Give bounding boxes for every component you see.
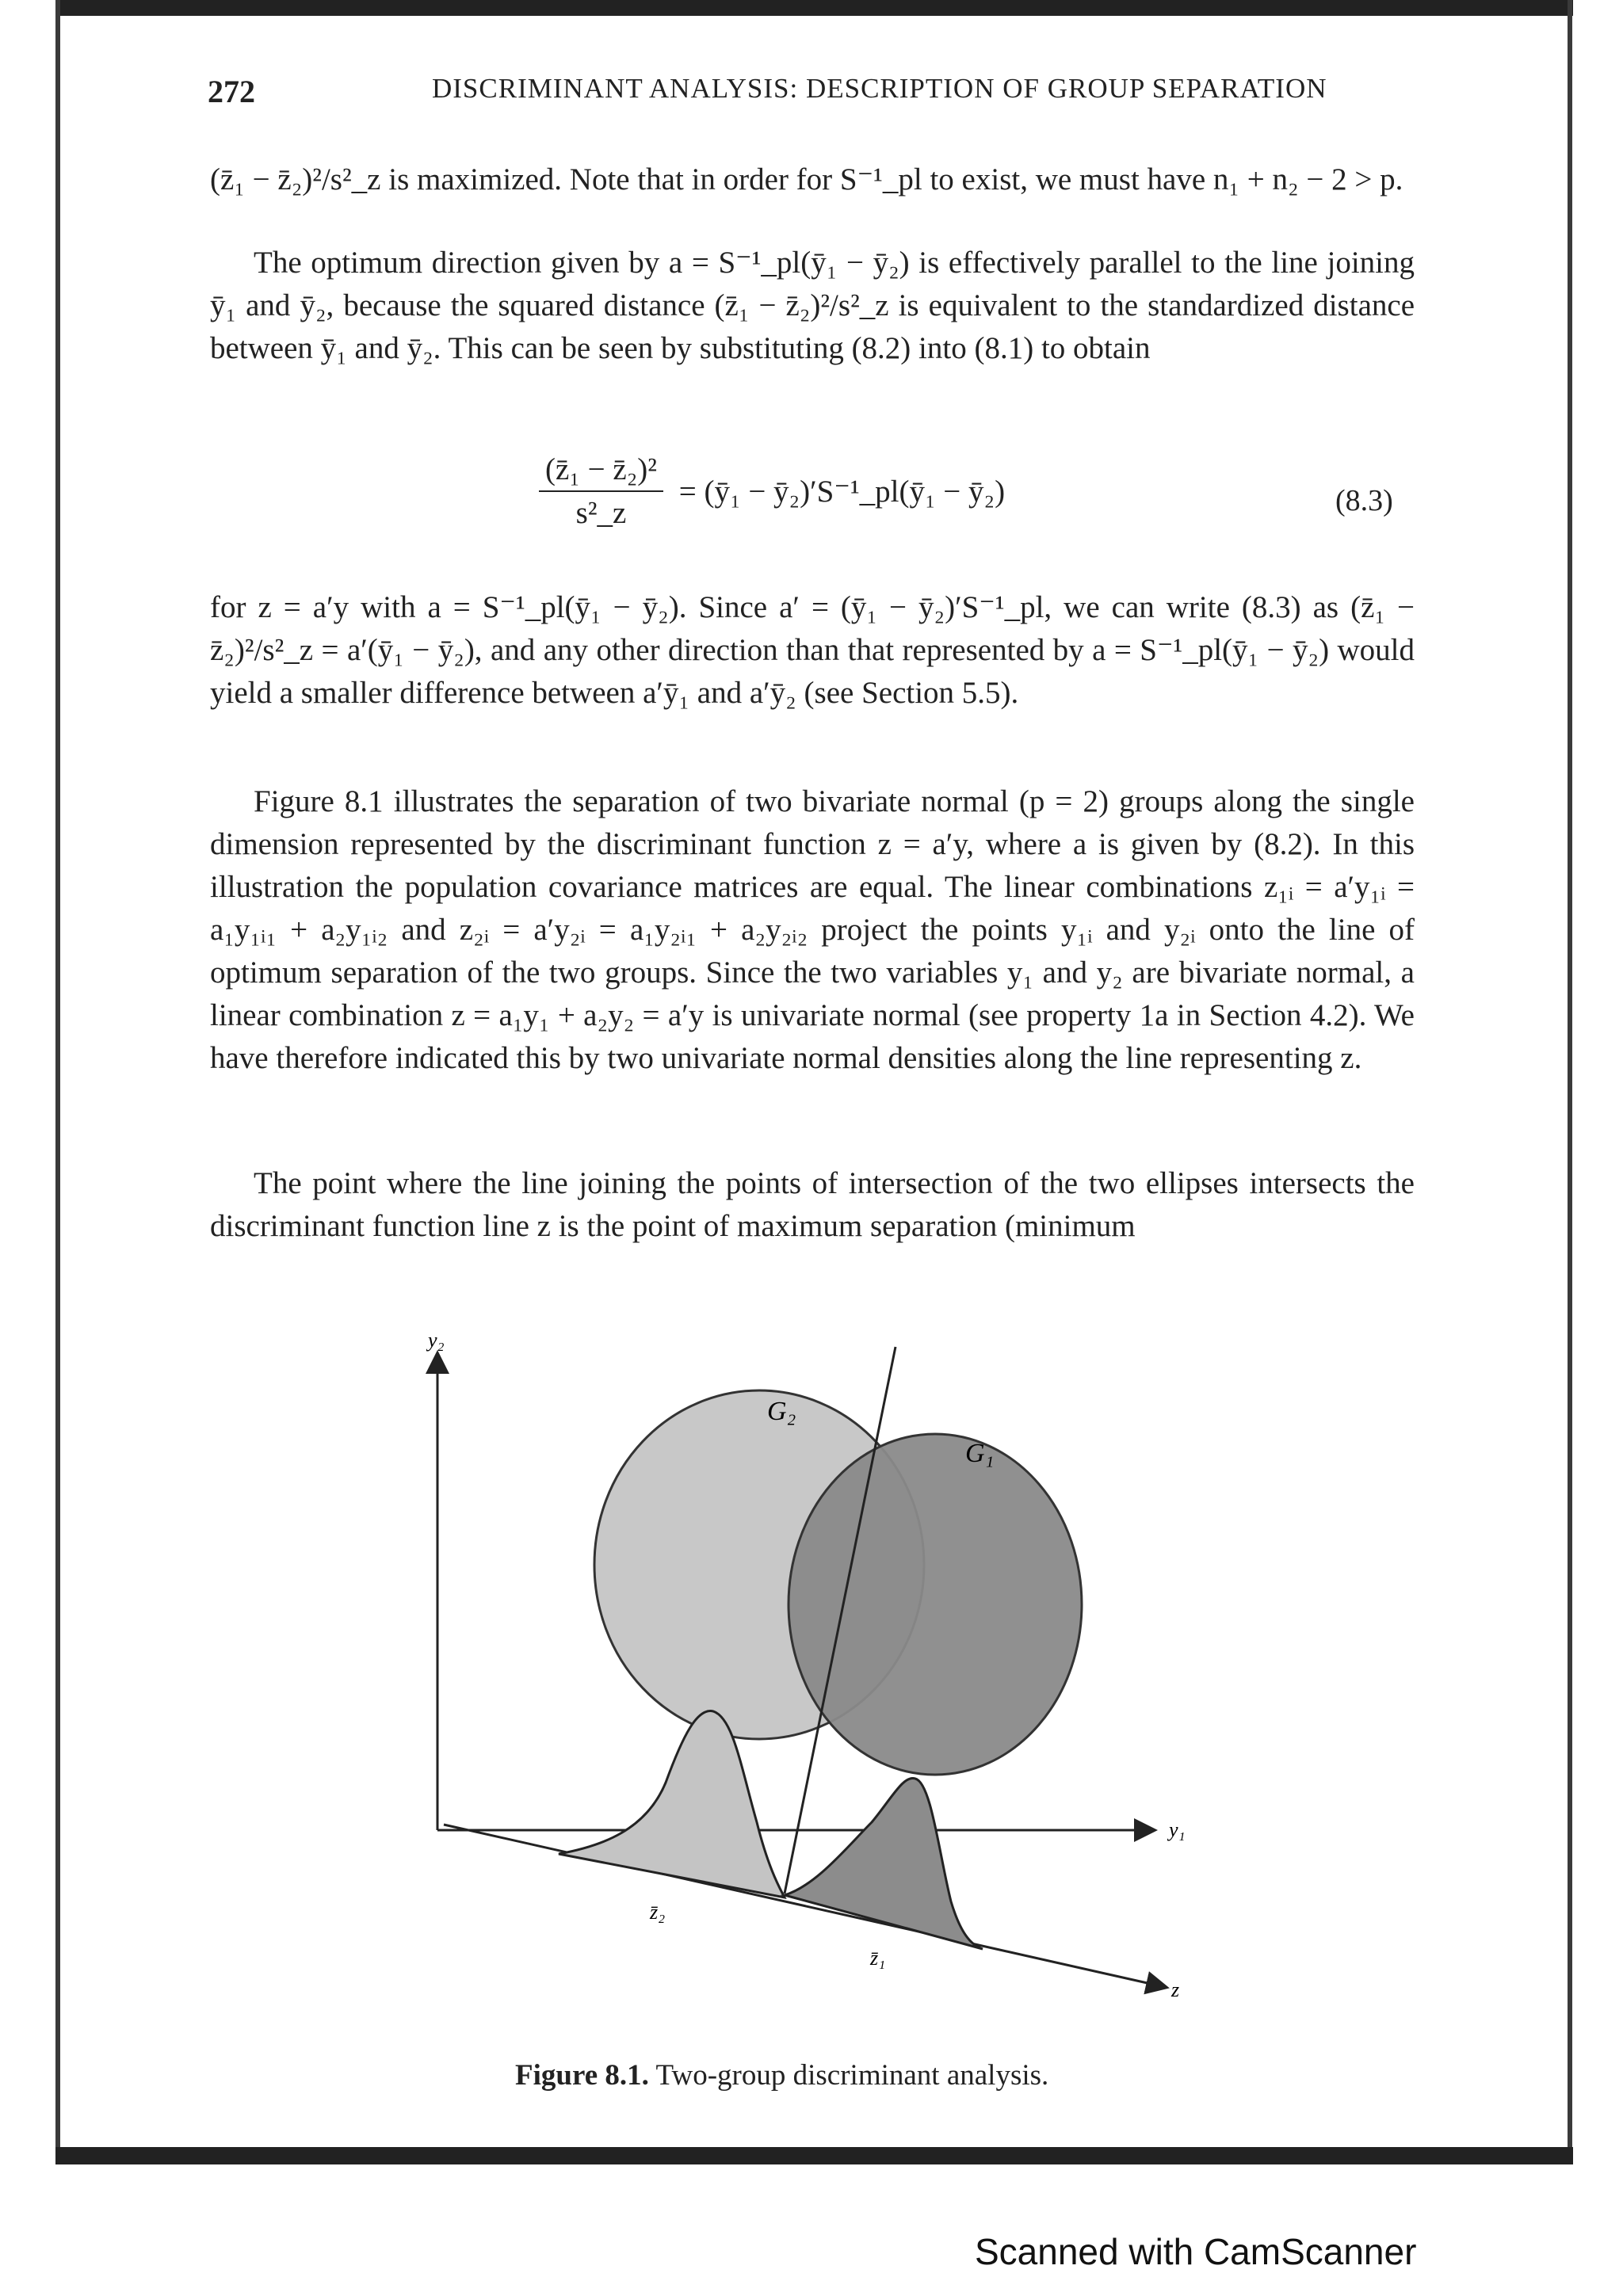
figure-caption-text: Two-group discriminant analysis. <box>655 2059 1049 2092</box>
paragraph-5: The point where the line joining the points of intersection of the two ellipses intersects the discriminant function line z is the point of maximum separation (minimum <box>210 1166 1415 1243</box>
paragraph-4: Figure 8.1 illustrates the separation of two bivariate normal (p = 2) groups along the single dimension represented by the discriminant function z = a′y, where a is given by (8.2). In this illustration the population covariance matrices are equal. The linear combinations z₁ᵢ = a′y₁ᵢ = a₁y₁ᵢ₁ + a₂y₁ᵢ₂ and z₂ᵢ = a′y₂ᵢ = a₁y₂ᵢ₁ + a₂y₂ᵢ₂ project the points y₁ᵢ and y₂ᵢ onto the line of optimum separation of the two groups. Since the two variables y₁ and y₂ are bivariate normal, a linear combination z = a₁y₁ + a₂y₂ = a′y is univariate normal (see property 1a in Section 4.2). We have therefore indicated this by two univariate normal densities along the line representing z. <box>210 784 1415 1075</box>
paragraph-1: (z̄₁ − z̄₂)²/s²_z is maximized. Note that in order for S⁻¹_pl to exist, we must have n₁ + n₂ − 2 > p. <box>210 162 1403 196</box>
camscanner-watermark: Scanned with CamScanner <box>975 2231 1417 2272</box>
label-G2: G₂ <box>767 1397 796 1426</box>
paragraph-2: The optimum direction given by a = S⁻¹_pl(ȳ₁ − ȳ₂) is effectively parallel to the line joining ȳ₁ and ȳ₂, because the squared distance (z̄₁ − z̄₂)²/s²_z is equivalent to the standardized distance between ȳ₁ and ȳ₂. This can be seen by substituting (8.2) into (8.1) to obtain <box>210 246 1415 365</box>
label-y1-axis: y₁ <box>1169 1818 1186 1841</box>
equation-number: (8.3) <box>1335 484 1393 517</box>
running-head: DISCRIMINANT ANALYSIS: DESCRIPTION OF GROUP SEPARATION <box>432 73 1327 104</box>
figure-caption-prefix: Figure 8.1. <box>515 2059 649 2092</box>
label-z1: z̄₁ <box>870 1947 886 1970</box>
paragraph-3: for z = a′y with a = S⁻¹_pl(ȳ₁ − ȳ₂). Since a′ = (ȳ₁ − ȳ₂)′S⁻¹_pl, we can write (8.3) as (z̄₁ − z̄₂)²/s²_z = a′(ȳ₁ − ȳ₂), and any other direction than that represented by a = S⁻¹_pl(ȳ₁ − ȳ₂) would yield a smaller difference between a′ȳ₁ and a′ȳ₂ (see Section 5.5). <box>210 590 1415 710</box>
z-axis <box>444 1825 1165 1987</box>
label-z-axis: z <box>1171 1978 1180 2001</box>
label-G1: G₁ <box>965 1439 995 1468</box>
page-number: 272 <box>208 74 255 109</box>
equation-rhs: = (ȳ₁ − ȳ₂)′S⁻¹_pl(ȳ₁ − ȳ₂) <box>678 474 1006 509</box>
label-y2-axis: y₂ <box>428 1329 445 1352</box>
equation-numerator: (z̄₁ − z̄₂)² <box>545 452 657 486</box>
label-z2: z̄₂ <box>650 1901 666 1924</box>
figure-caption <box>515 2058 1048 2092</box>
ellipse-G1 <box>789 1434 1082 1775</box>
equation-denominator: s²_z <box>575 496 627 530</box>
